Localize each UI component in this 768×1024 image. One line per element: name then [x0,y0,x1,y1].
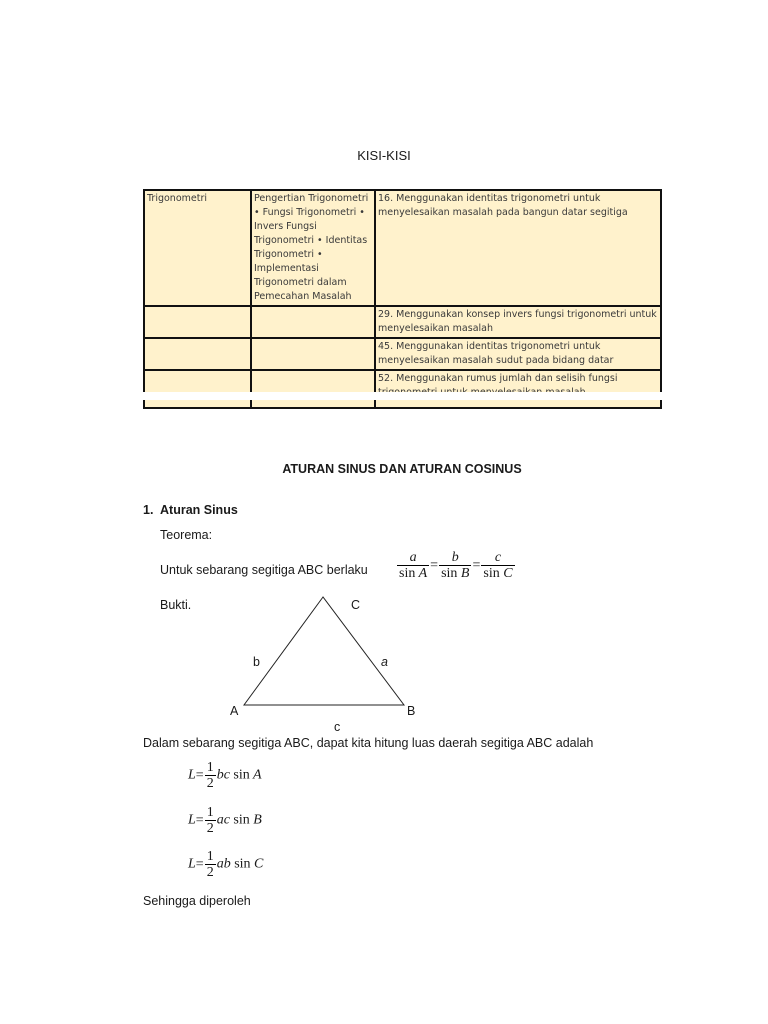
sine-rule-formula: $\frac{a}{\text{sin A}}$ = $\frac{b}{\text{sin B}}$ = $\frac{c}{\text{sin C}}$ [399,550,513,581]
table-cell: 16. Menggunakan identitas trigonometri untuk menyelesaikan masalah pada bangun datar segitiga [375,190,661,306]
subsection-number: 1. [143,503,154,517]
vertex-b-label: B [407,704,416,718]
fraction: $\frac{c}{\text{sin C}}$ [483,550,513,581]
closing-text: Sehingga diperoleh [143,894,251,908]
side-c-label: c [334,720,341,734]
vertex-a-label: A [230,704,239,718]
triangle-abc [244,597,404,705]
kisi-kisi-heading: KISI-KISI [357,148,411,163]
table-cell: 45. Menggunakan identitas trigonometri untuk menyelesaikan masalah sudut pada bidang datar [375,338,661,370]
teorema-label: Teorema: [160,528,213,542]
table-cell: 29. Menggunakan konsep invers fungsi trigonometri untuk menyelesaikan masalah [375,306,661,338]
teorema-text: Untuk sebarang segitiga ABC berlaku [160,563,368,577]
fraction: $\frac{a}{\text{sin A}}$ [399,550,428,581]
vertex-c-label: C [351,598,361,612]
subsection-title: Aturan Sinus [160,503,238,517]
table-cell: Trigonometri [144,190,251,306]
side-b-label: b [253,655,260,669]
fraction: $\frac{b}{\text{sin B}}$ [441,550,470,581]
area-formula-2: L= $\frac{1}{2}$ ac sin B [188,805,262,836]
table-cell: Pengertian Trigonometri • Fungsi Trigonometri • Invers Fungsi Trigonometri • Identitas Trigonometri • Implementasi Trigonometri dalam Pemecahan Masalah [251,190,375,306]
bukti-label: Bukti. [160,598,192,612]
section-title: ATURAN SINUS DAN ATURAN COSINUS [282,462,522,476]
area-formula-3: L= $\frac{1}{2}$ ab sin C [188,849,264,880]
table-cell: 52. Menggunakan rumus jumlah dan selisih fungsi [375,370,661,408]
area-formula-1: L= $\frac{1}{2}$ bc sin A [188,760,262,791]
side-a-label: a [381,655,388,669]
area-intro: Dalam sebarang segitiga ABC, dapat kita hitung luas daerah segitiga ABC adalah [143,736,594,750]
